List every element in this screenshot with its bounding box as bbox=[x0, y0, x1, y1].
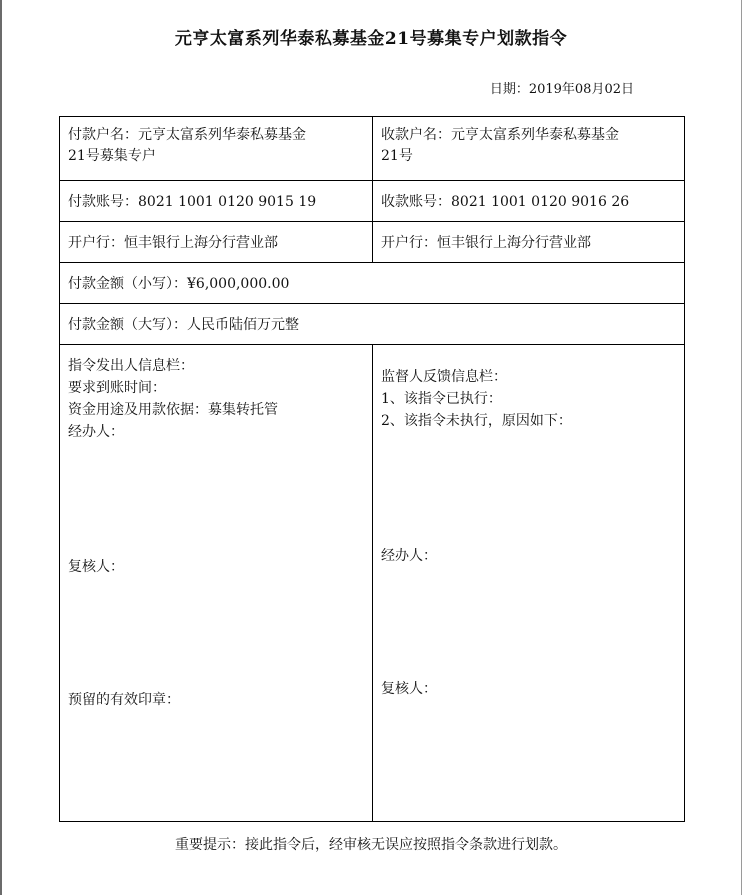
bank-row bbox=[60, 222, 684, 263]
payer-account: 付款账号：8021 1001 0120 9015 19 bbox=[68, 194, 317, 210]
payee-name-line1: 收款户名：元亨太富系列华泰私募基金 bbox=[381, 127, 619, 143]
amount-upper: 付款金额（大写）：人民币陆佰万元整 bbox=[68, 317, 299, 333]
payer-bank: 开户行：恒丰银行上海分行营业部 bbox=[68, 235, 278, 251]
supervisor-feedback-cell bbox=[373, 345, 686, 821]
page-border-left bbox=[0, 0, 2, 895]
payee-name-cell bbox=[373, 117, 686, 180]
payer-name-line2: 21号募集专户 bbox=[68, 148, 156, 164]
amount-upper-cell bbox=[60, 304, 684, 344]
seal-label: 预留的有效印章： bbox=[68, 692, 180, 708]
supervisor-handler-label: 经办人： bbox=[381, 548, 437, 564]
instruction-info-heading: 指令发出人信息栏： bbox=[68, 358, 194, 374]
transfer-instruction-form bbox=[59, 116, 685, 822]
arrival-time-label: 要求到账时间： bbox=[68, 380, 166, 396]
payer-account-cell bbox=[60, 181, 373, 221]
payee-name-line2: 21号 bbox=[381, 148, 413, 164]
instruction-reviewer-label: 复核人： bbox=[68, 559, 124, 575]
not-executed-label: 2、该指令未执行，原因如下： bbox=[381, 413, 572, 429]
info-row bbox=[60, 345, 684, 821]
important-notice: 重要提示：接此指令后，经审核无误应按照指令条款进行划款。 bbox=[175, 837, 567, 853]
document-date: 日期：2019年08月02日 bbox=[489, 82, 634, 97]
payee-account-cell bbox=[373, 181, 686, 221]
supervisor-reviewer-label: 复核人： bbox=[381, 681, 437, 697]
amount-lower-cell bbox=[60, 263, 684, 303]
document-title: 元亨太富系列华泰私募基金21号募集专户划款指令 bbox=[174, 29, 568, 49]
payee-bank-cell bbox=[373, 222, 686, 262]
payee-bank: 开户行：恒丰银行上海分行营业部 bbox=[381, 235, 591, 251]
payer-bank-cell bbox=[60, 222, 373, 262]
account-name-row bbox=[60, 117, 684, 181]
payee-account: 收款账号：8021 1001 0120 9016 26 bbox=[381, 194, 630, 210]
account-number-row bbox=[60, 181, 684, 222]
payer-name-cell bbox=[60, 117, 373, 180]
instruction-info-cell bbox=[60, 345, 373, 821]
amount-lower: 付款金额（小写）：¥6,000,000.00 bbox=[68, 276, 290, 292]
executed-label: 1、该指令已执行： bbox=[381, 391, 502, 407]
payer-name-line1: 付款户名：元亨太富系列华泰私募基金 bbox=[68, 127, 306, 143]
supervisor-feedback-heading: 监督人反馈信息栏： bbox=[381, 369, 507, 385]
amount-upper-row bbox=[60, 304, 684, 345]
fund-purpose-label: 资金用途及用款依据：募集转托管 bbox=[68, 402, 278, 418]
instruction-handler-label: 经办人： bbox=[68, 424, 124, 440]
amount-lower-row bbox=[60, 263, 684, 304]
